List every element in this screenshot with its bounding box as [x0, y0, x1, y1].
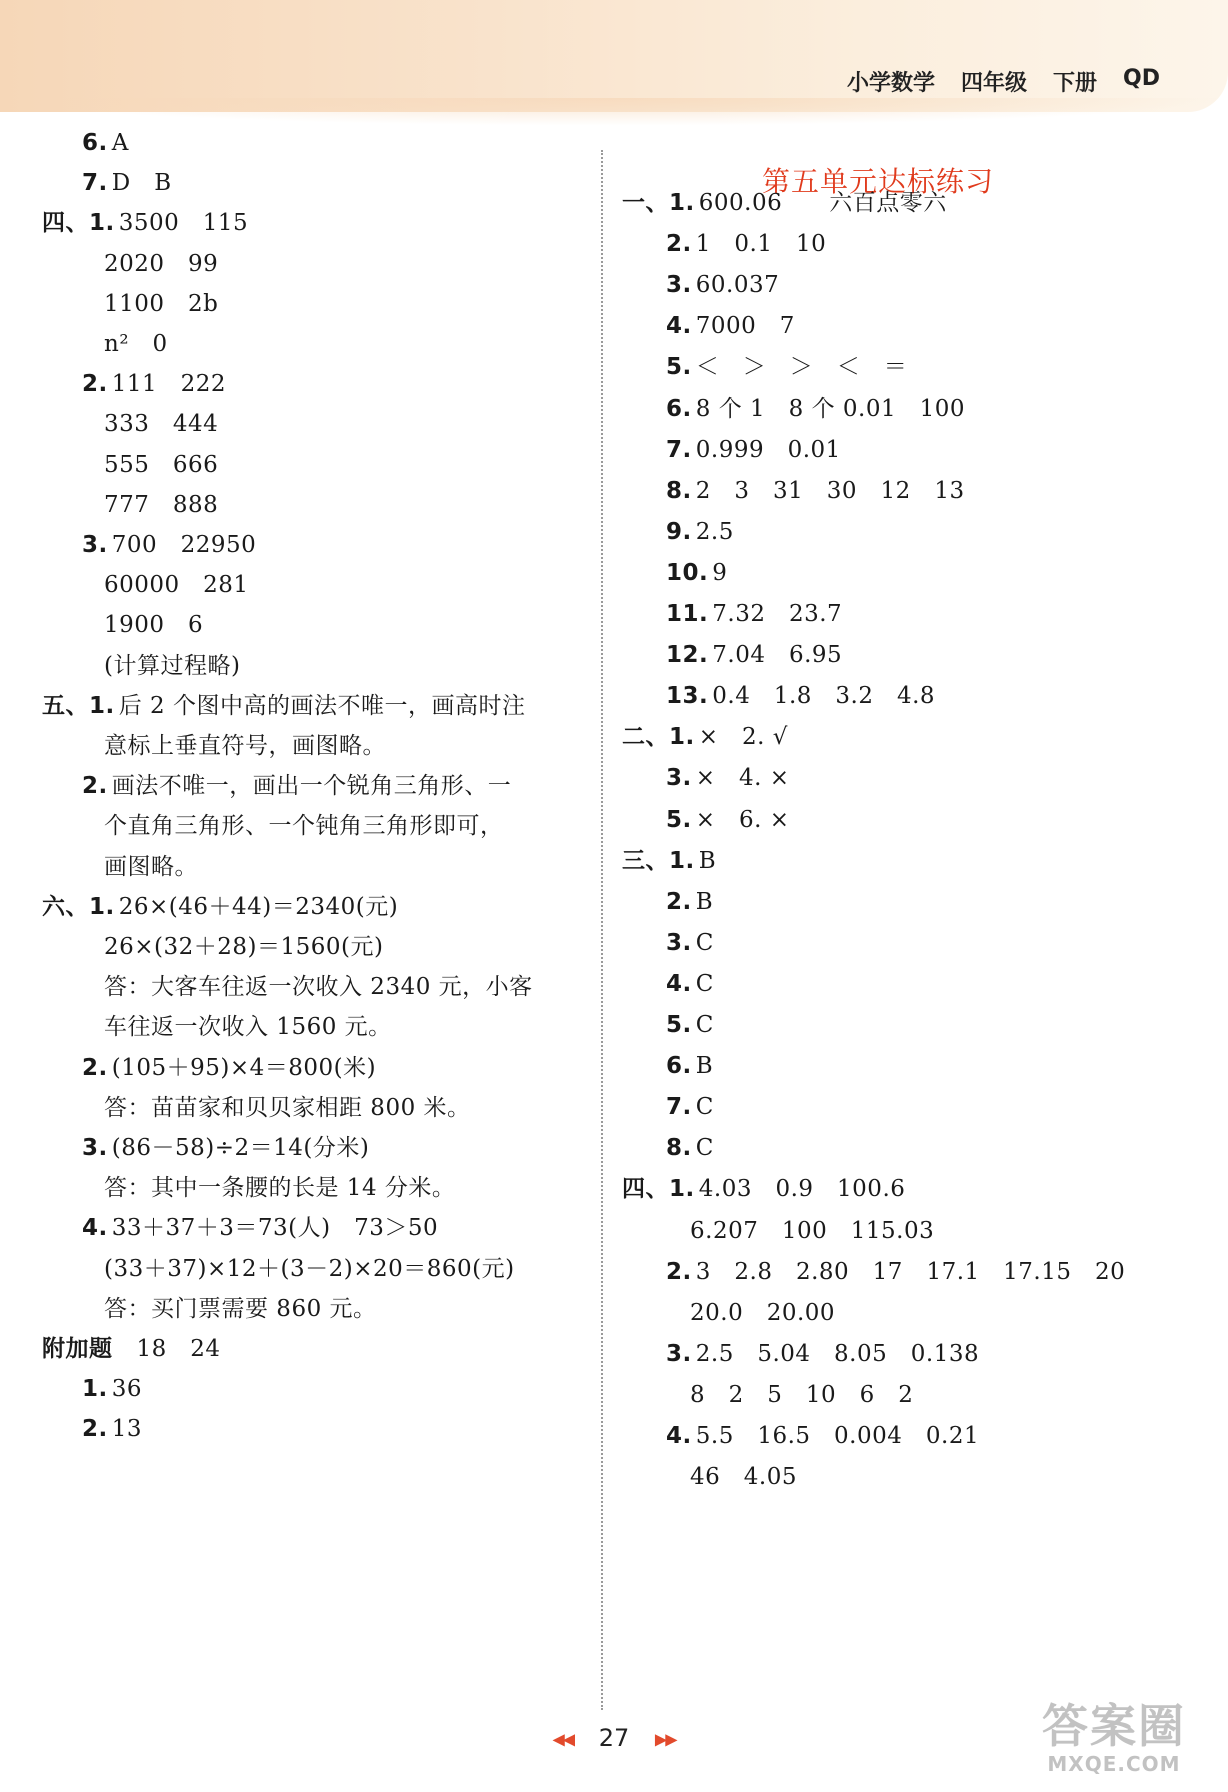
answer-text: 8 个 1 8 个 0.01 100 [695, 395, 966, 422]
answer-line [82, 1133, 369, 1163]
question-number: 6. [666, 395, 692, 422]
answer-text: 后 2 个图中高的画法不唯一，画高时注 [118, 692, 526, 719]
answer-line [622, 722, 788, 752]
answer-line [104, 490, 218, 520]
answer-line [666, 1092, 714, 1122]
question-number: 五、1. [42, 692, 115, 719]
answer-line [622, 1174, 905, 1204]
question-number: 2. [666, 888, 692, 915]
answer-line [666, 1339, 979, 1369]
watermark-url: MXQE.COM [1047, 1752, 1181, 1776]
answer-text: 答：买门票需要 860 元。 [104, 1295, 377, 1322]
answer-text: C [695, 929, 714, 956]
answer-line [82, 530, 256, 560]
answer-text: 8 2 5 10 6 2 [690, 1381, 914, 1408]
answer-line [104, 570, 249, 600]
question-number: 7. [666, 1094, 692, 1121]
question-number: 3. [82, 532, 108, 558]
header-grade: 四年级 [961, 71, 1028, 96]
question-number: 1. [82, 1376, 108, 1403]
answer-line [42, 208, 248, 238]
question-number: 2. [82, 371, 108, 398]
answer-line [82, 1213, 438, 1243]
answer-line [82, 128, 129, 158]
answer-text: 555 666 [104, 451, 219, 478]
question-number: 5. [666, 1012, 692, 1038]
answer-line [690, 1298, 835, 1328]
question-number: 4. [666, 970, 692, 997]
question-number: 四、1. [42, 210, 115, 237]
question-number: 8. [666, 477, 692, 504]
answer-text: 画法不唯一，画出一个锐角三角形、一 [111, 773, 512, 800]
answer-line [666, 640, 842, 670]
answer-text: 2 3 31 30 12 13 [695, 477, 965, 504]
answer-text: B [695, 1053, 714, 1080]
answer-text: 26×(46＋44)＝2340(元) [118, 893, 399, 920]
answer-text: (86－58)÷2＝14(分米) [111, 1135, 370, 1161]
answer-text: 7000 7 [695, 313, 795, 340]
answer-line [104, 811, 504, 841]
answer-text: 46 4.05 [690, 1464, 797, 1491]
question-number: 5. [666, 354, 692, 381]
question-number: 10. [666, 559, 709, 586]
watermark-text: 答案圈 [1042, 1699, 1186, 1753]
answer-text: A [111, 130, 129, 156]
answer-text: ＜ ＞ ＞ ＜ ＝ [695, 354, 908, 381]
answer-text: B [695, 888, 714, 915]
answer-text: 答：苗苗家和贝贝家相距 800 米。 [104, 1094, 471, 1121]
answer-line [666, 476, 965, 506]
answer-line [82, 1374, 142, 1404]
answer-text: (105＋95)×4＝800(米) [111, 1054, 377, 1081]
answer-text: 答：大客车往返一次收入 2340 元，小客 [104, 974, 533, 1001]
question-number: 9. [666, 518, 692, 545]
question-number: 3. [666, 765, 692, 792]
answer-text: 26×(32＋28)＝1560(元) [104, 934, 384, 960]
answer-line [104, 731, 386, 761]
answer-line [104, 651, 240, 681]
answer-text: 7.04 6.95 [712, 642, 843, 669]
answer-text: 5.5 16.5 0.004 0.21 [695, 1423, 980, 1449]
answer-text: (计算过程略) [104, 652, 241, 679]
answer-text: 20.0 20.00 [690, 1299, 836, 1326]
answer-line [666, 229, 826, 259]
answer-text: 18 24 [136, 1336, 221, 1362]
question-number: 7. [82, 170, 108, 197]
answer-line [42, 691, 526, 721]
question-number: 5. [666, 806, 692, 833]
answer-line [104, 1294, 377, 1324]
question-number: 13. [666, 683, 709, 710]
answer-line [666, 558, 727, 588]
answer-text: 3500 115 [118, 210, 249, 237]
answer-text: 画图略。 [104, 853, 198, 880]
header-info [847, 66, 1160, 97]
answer-line [666, 887, 713, 917]
question-number: 2. [666, 1258, 692, 1285]
answer-line [666, 435, 841, 465]
answer-text: 700 22950 [111, 532, 257, 558]
answer-text: 600.06 六百点零六 [698, 190, 947, 216]
question-number: 4. [666, 313, 692, 340]
answer-text: C [695, 1094, 714, 1121]
answer-text: 1100 2b [104, 290, 219, 317]
question-number: 2. [666, 231, 692, 258]
answer-text: 2.5 [695, 518, 734, 545]
answer-text: 60000 281 [104, 572, 249, 599]
question-number: 6. [666, 1053, 692, 1080]
question-number: 二、1. [622, 724, 695, 751]
answer-line [82, 1053, 376, 1083]
answer-text: 6.207 100 115.03 [690, 1217, 935, 1244]
question-number: 3. [82, 1135, 108, 1161]
answer-text: 111 222 [111, 371, 227, 398]
question-number: 三、1. [622, 847, 695, 874]
answer-line [666, 352, 907, 382]
answer-line [666, 681, 935, 711]
question-number: 12. [666, 642, 709, 669]
answer-line [82, 168, 172, 198]
answer-line [104, 852, 198, 882]
answer-line [666, 1133, 714, 1163]
answer-line [82, 369, 226, 399]
question-number: 2. [82, 773, 108, 800]
answer-text: × 2. √ [698, 724, 788, 751]
answer-text: D B [111, 170, 172, 197]
answer-text: 答：其中一条腰的长是 14 分米。 [104, 1175, 456, 1202]
answer-line [666, 969, 714, 999]
answer-line [666, 1421, 979, 1451]
answer-line [690, 1216, 934, 1246]
answer-line [104, 1093, 471, 1123]
answer-line [42, 892, 398, 922]
answer-line [104, 972, 533, 1002]
answer-line [666, 394, 965, 424]
column-divider [601, 150, 603, 1710]
section-title: 第五单元达标练习 [762, 165, 995, 198]
question-number: 3. [666, 929, 692, 956]
answer-text: B [698, 847, 717, 874]
answer-text: 3 2.8 2.80 17 17.1 17.15 20 [695, 1258, 1126, 1285]
question-number: 3. [666, 272, 692, 299]
question-number: 4. [82, 1215, 108, 1242]
answer-line [666, 1257, 1125, 1287]
question-number: 8. [666, 1135, 692, 1162]
question-number: 四、1. [622, 1176, 695, 1203]
question-number: 11. [666, 601, 709, 627]
answer-line [622, 846, 716, 876]
answer-line [666, 517, 734, 547]
answer-line [104, 289, 218, 319]
answer-line [82, 1414, 142, 1444]
answer-line [666, 270, 779, 300]
answer-text: C [695, 1012, 714, 1038]
answer-text: 车往返一次收入 1560 元。 [104, 1014, 392, 1041]
header-volume: 下册 [1053, 71, 1098, 96]
header-edition: QD [1123, 66, 1160, 91]
answer-text: 60.037 [695, 272, 780, 299]
answer-text: 13 [111, 1416, 143, 1443]
answer-text: 2.5 5.04 8.05 0.138 [695, 1340, 980, 1367]
double-left-triangle-icon: ◀◀ [552, 1729, 574, 1749]
question-number: 3. [666, 1340, 692, 1367]
header-subject: 小学数学 [846, 71, 935, 96]
answer-text: × 4. × [695, 765, 790, 792]
answer-line [666, 805, 790, 835]
answer-text: 2020 99 [104, 250, 219, 277]
answer-text: (33＋37)×12＋(3－2)×20＝860(元) [104, 1255, 515, 1282]
question-number: 六、1. [42, 893, 115, 920]
answer-line [104, 1173, 455, 1203]
answer-line [104, 409, 218, 439]
answer-text: C [695, 970, 714, 997]
answer-line [690, 1462, 797, 1492]
answer-text: 个直角三角形、一个钝角三角形即可， [104, 813, 504, 840]
answer-line [104, 249, 218, 279]
watermark-logo [1014, 1700, 1214, 1788]
answer-text: × 6. × [695, 806, 790, 833]
question-number: 一、1. [622, 190, 695, 216]
answer-text: 1 0.1 10 [695, 231, 827, 258]
answer-text: 777 888 [104, 491, 219, 518]
answer-line [666, 311, 795, 341]
question-number: 2. [82, 1054, 108, 1081]
answer-line [104, 932, 384, 962]
answer-line [666, 1010, 714, 1040]
answer-text: 0.999 0.01 [695, 436, 841, 463]
answer-text: 7.32 23.7 [712, 601, 843, 627]
answer-line [690, 1380, 913, 1410]
answer-text: 4.03 0.9 100.6 [698, 1176, 906, 1203]
answer-text: 1900 6 [104, 612, 204, 639]
answer-line [104, 1254, 515, 1284]
answer-line [104, 450, 218, 480]
answer-text: 36 [111, 1376, 143, 1403]
question-number: 7. [666, 436, 692, 463]
answer-line [666, 763, 790, 793]
answer-line [622, 188, 947, 218]
question-number: 2. [82, 1416, 108, 1443]
answer-line [104, 1012, 392, 1042]
double-right-triangle-icon: ▶▶ [654, 1729, 676, 1749]
answer-text: 意标上垂直符号，画图略。 [104, 733, 386, 759]
question-number: 4. [666, 1423, 692, 1449]
answer-line [42, 1334, 221, 1364]
answer-text: 333 444 [104, 411, 219, 438]
answer-line [666, 928, 714, 958]
question-number: 附加题 [42, 1336, 113, 1362]
answer-text: C [695, 1135, 714, 1162]
answer-line [666, 1051, 713, 1081]
question-number: 6. [82, 130, 108, 156]
answer-text: n² 0 [104, 331, 168, 357]
answer-line [104, 329, 168, 359]
page-number: 27 [598, 1724, 630, 1752]
answer-text: 0.4 1.8 3.2 4.8 [712, 683, 936, 710]
answer-text: 33＋37＋3＝73(人) 73＞50 [111, 1215, 439, 1242]
answer-line [82, 771, 511, 801]
answer-line [104, 610, 203, 640]
answer-line [666, 599, 842, 629]
answer-text: 9 [712, 559, 728, 586]
